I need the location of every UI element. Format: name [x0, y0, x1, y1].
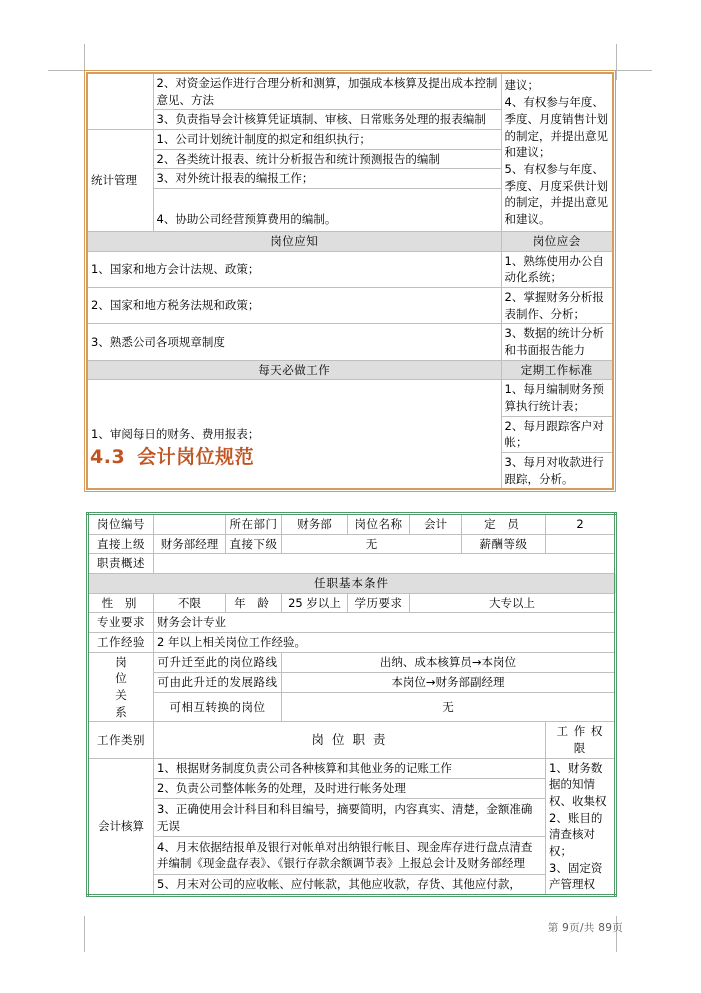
- periodic-standard-item: 3、每月对收款进行跟踪，分析。: [501, 453, 613, 490]
- table-row: [88, 693, 616, 722]
- section-header-periodic-standard: 定期工作标准: [501, 360, 613, 380]
- page-title: [90, 442, 254, 469]
- table-row: [88, 758, 616, 778]
- relations-char-1: 岗: [115, 654, 127, 669]
- crop-mark-top-right-horizontal: [616, 70, 652, 71]
- column-header-job-duties: 岗 位 职 责: [154, 722, 546, 758]
- duty-item: 2、负责公司整体帐务的处理，及时进行帐务处理: [154, 779, 546, 799]
- column-header-work-authority: 工 作 权 限: [546, 722, 616, 758]
- periodic-standard-item: 2、每月跟踪客户对帐；: [501, 416, 613, 452]
- heading-text: 会计岗位规范: [137, 446, 255, 468]
- daily-work-item: 1、审阅每日的财务、费用报表；: [87, 380, 501, 490]
- value-salary-grade: [546, 534, 616, 554]
- value-job-title: 会计: [410, 514, 462, 535]
- table-row: [88, 633, 616, 653]
- authority-item: 建议；: [504, 78, 539, 93]
- value-interchangeable: 无: [282, 693, 616, 722]
- value-work-category: 会计核算: [88, 758, 154, 895]
- crop-mark-bottom-left-vertical: [84, 916, 85, 952]
- duty-category-statistics: 统计管理: [87, 130, 153, 232]
- table-row: [88, 779, 616, 799]
- value-direct-superior: 财务部经理: [154, 534, 226, 554]
- table-row: [88, 613, 616, 633]
- label-job-relations: [88, 652, 154, 722]
- section-header-qualifications: 任职基本条件: [88, 574, 616, 594]
- authority-item: 2、账目的清查核对权；: [549, 810, 603, 859]
- relations-char-4: 系: [115, 704, 127, 719]
- label-department: 所在部门: [226, 514, 282, 535]
- table-row-section-header: [87, 360, 613, 380]
- table-row: [87, 380, 613, 416]
- job-description-table-continued: [86, 72, 614, 490]
- label-headcount: 定 员: [462, 514, 546, 535]
- table-row: [88, 799, 616, 837]
- value-promotion-to: 本岗位→财务部副经理: [282, 673, 616, 693]
- section-header-should-able: 岗位应会: [501, 232, 613, 252]
- authority-column: [501, 73, 613, 232]
- duty-category-blank: [87, 73, 153, 130]
- label-major: 专业要求: [88, 613, 154, 633]
- label-job-code: 岗位编号: [88, 514, 154, 535]
- value-major: 财务会计专业: [154, 613, 616, 633]
- label-salary-grade: 薪酬等级: [462, 534, 546, 554]
- duty-item: 4、协助公司经营预算费用的编制。: [153, 189, 501, 232]
- table-row: [87, 288, 613, 324]
- table-row: [88, 673, 616, 693]
- value-job-code: [154, 514, 226, 535]
- value-headcount: 2: [546, 514, 616, 535]
- table-row: [88, 652, 616, 672]
- accountant-job-spec-table: [86, 512, 614, 897]
- should-know-item: 2、国家和地方税务法规和政策；: [87, 288, 501, 324]
- section-header-should-know: 岗位应知: [87, 232, 501, 252]
- section-header-daily-work: 每天必做工作: [87, 360, 501, 380]
- label-gender: 性 别: [88, 593, 154, 613]
- table-row: [88, 534, 616, 554]
- value-department: 财务部: [282, 514, 348, 535]
- heading-number: 4.3: [90, 446, 126, 468]
- should-able-item: 2、掌握财务分析报表制作、分析；: [501, 288, 613, 324]
- crop-mark-top-left-horizontal: [48, 70, 84, 71]
- duty-item: 3、正确使用会计科目和科目编号，摘要简明，内容真实、清楚，金额准确无误: [154, 799, 546, 837]
- value-direct-subordinate: 无: [282, 534, 462, 554]
- duty-item: 2、各类统计报表、统计分析报告和统计预测报告的编制: [153, 149, 501, 169]
- label-age: 年 龄: [226, 593, 282, 613]
- table-row: [88, 514, 616, 535]
- table-row: [88, 874, 616, 895]
- label-experience: 工作经验: [88, 633, 154, 653]
- duty-item: 3、负责指导会计核算凭证填制、审核、日常账务处理的报表编制: [153, 110, 501, 130]
- table-row: [87, 73, 613, 110]
- label-direct-superior: 直接上级: [88, 534, 154, 554]
- duty-item: 5、月末对公司的应收帐、应付帐款，其他应收款，存货、其他应付款，: [154, 874, 546, 895]
- periodic-standard-item: 1、每月编制财务预算执行统计表；: [501, 380, 613, 416]
- table-row: [88, 593, 616, 613]
- duty-item: 4、月末依据结报单及银行对帐单对出纳银行帐目、现金库存进行盘点清查并编制《现金盘存表》、《银行存款余额调节表》上报总会计及财务部经理: [154, 837, 546, 875]
- duty-item: 2、对资金运作进行合理分析和测算，加强成本核算及提出成本控制意见、方法: [153, 73, 501, 110]
- should-know-item: 1、国家和地方会计法规、政策；: [87, 251, 501, 287]
- authority-item: 5、有权参与年度、季度、月度采供计划的制定，并提出意见和建议。: [504, 161, 608, 226]
- should-know-item: 3、熟悉公司各项规章制度: [87, 324, 501, 360]
- table-row: [87, 251, 613, 287]
- authority-item: 3、固定资产管理权: [549, 860, 603, 892]
- value-gender: 不限: [154, 593, 226, 613]
- relations-char-2: 位: [115, 671, 127, 686]
- crop-mark-top-right-vertical: [616, 44, 617, 80]
- label-duty-summary: 职责概述: [88, 554, 154, 574]
- page-number-footer: 第 9页/共 89页: [547, 922, 623, 934]
- crop-mark-top-left-vertical: [84, 44, 85, 80]
- table-row-section-header: [88, 574, 616, 594]
- label-promotion-to: 可由此升迁的发展路线: [154, 673, 282, 693]
- table-row-section-header: [88, 722, 616, 758]
- table-row: [88, 837, 616, 875]
- label-promotion-from: 可升迁至此的岗位路线: [154, 652, 282, 672]
- duty-item: 1、公司计划统计制度的拟定和组织执行；: [153, 130, 501, 150]
- should-able-item: 3、数据的统计分析和书面报告能力: [501, 324, 613, 360]
- relations-char-3: 关: [115, 688, 127, 703]
- label-education: 学历要求: [348, 593, 410, 613]
- authority-item: 1、财务数据的知情权、收集权: [549, 760, 607, 809]
- label-job-title: 岗位名称: [348, 514, 410, 535]
- value-experience: 2 年以上相关岗位工作经验。: [154, 633, 616, 653]
- authority-item: 4、有权参与年度、季度、月度销售计划的制定，并提出意见和建议；: [504, 95, 608, 160]
- column-header-work-category: 工作类别: [88, 722, 154, 758]
- value-education: 大专以上: [410, 593, 616, 613]
- duty-item: 1、根据财务制度负责公司各种核算和其他业务的记账工作: [154, 758, 546, 778]
- value-promotion-from: 出纳、成本核算员→本岗位: [282, 652, 616, 672]
- label-direct-subordinate: 直接下级: [226, 534, 282, 554]
- label-interchangeable: 可相互转换的岗位: [154, 693, 282, 722]
- should-able-item: 1、熟练使用办公自动化系统；: [501, 251, 613, 287]
- table-row: [88, 554, 616, 574]
- work-authority-column: [546, 758, 616, 895]
- duty-item: 3、对外统计报表的编报工作；: [153, 169, 501, 189]
- value-age: 25 岁以上: [282, 593, 348, 613]
- table-row: [87, 324, 613, 360]
- table-row-section-header: [87, 232, 613, 252]
- value-duty-summary: [154, 554, 616, 574]
